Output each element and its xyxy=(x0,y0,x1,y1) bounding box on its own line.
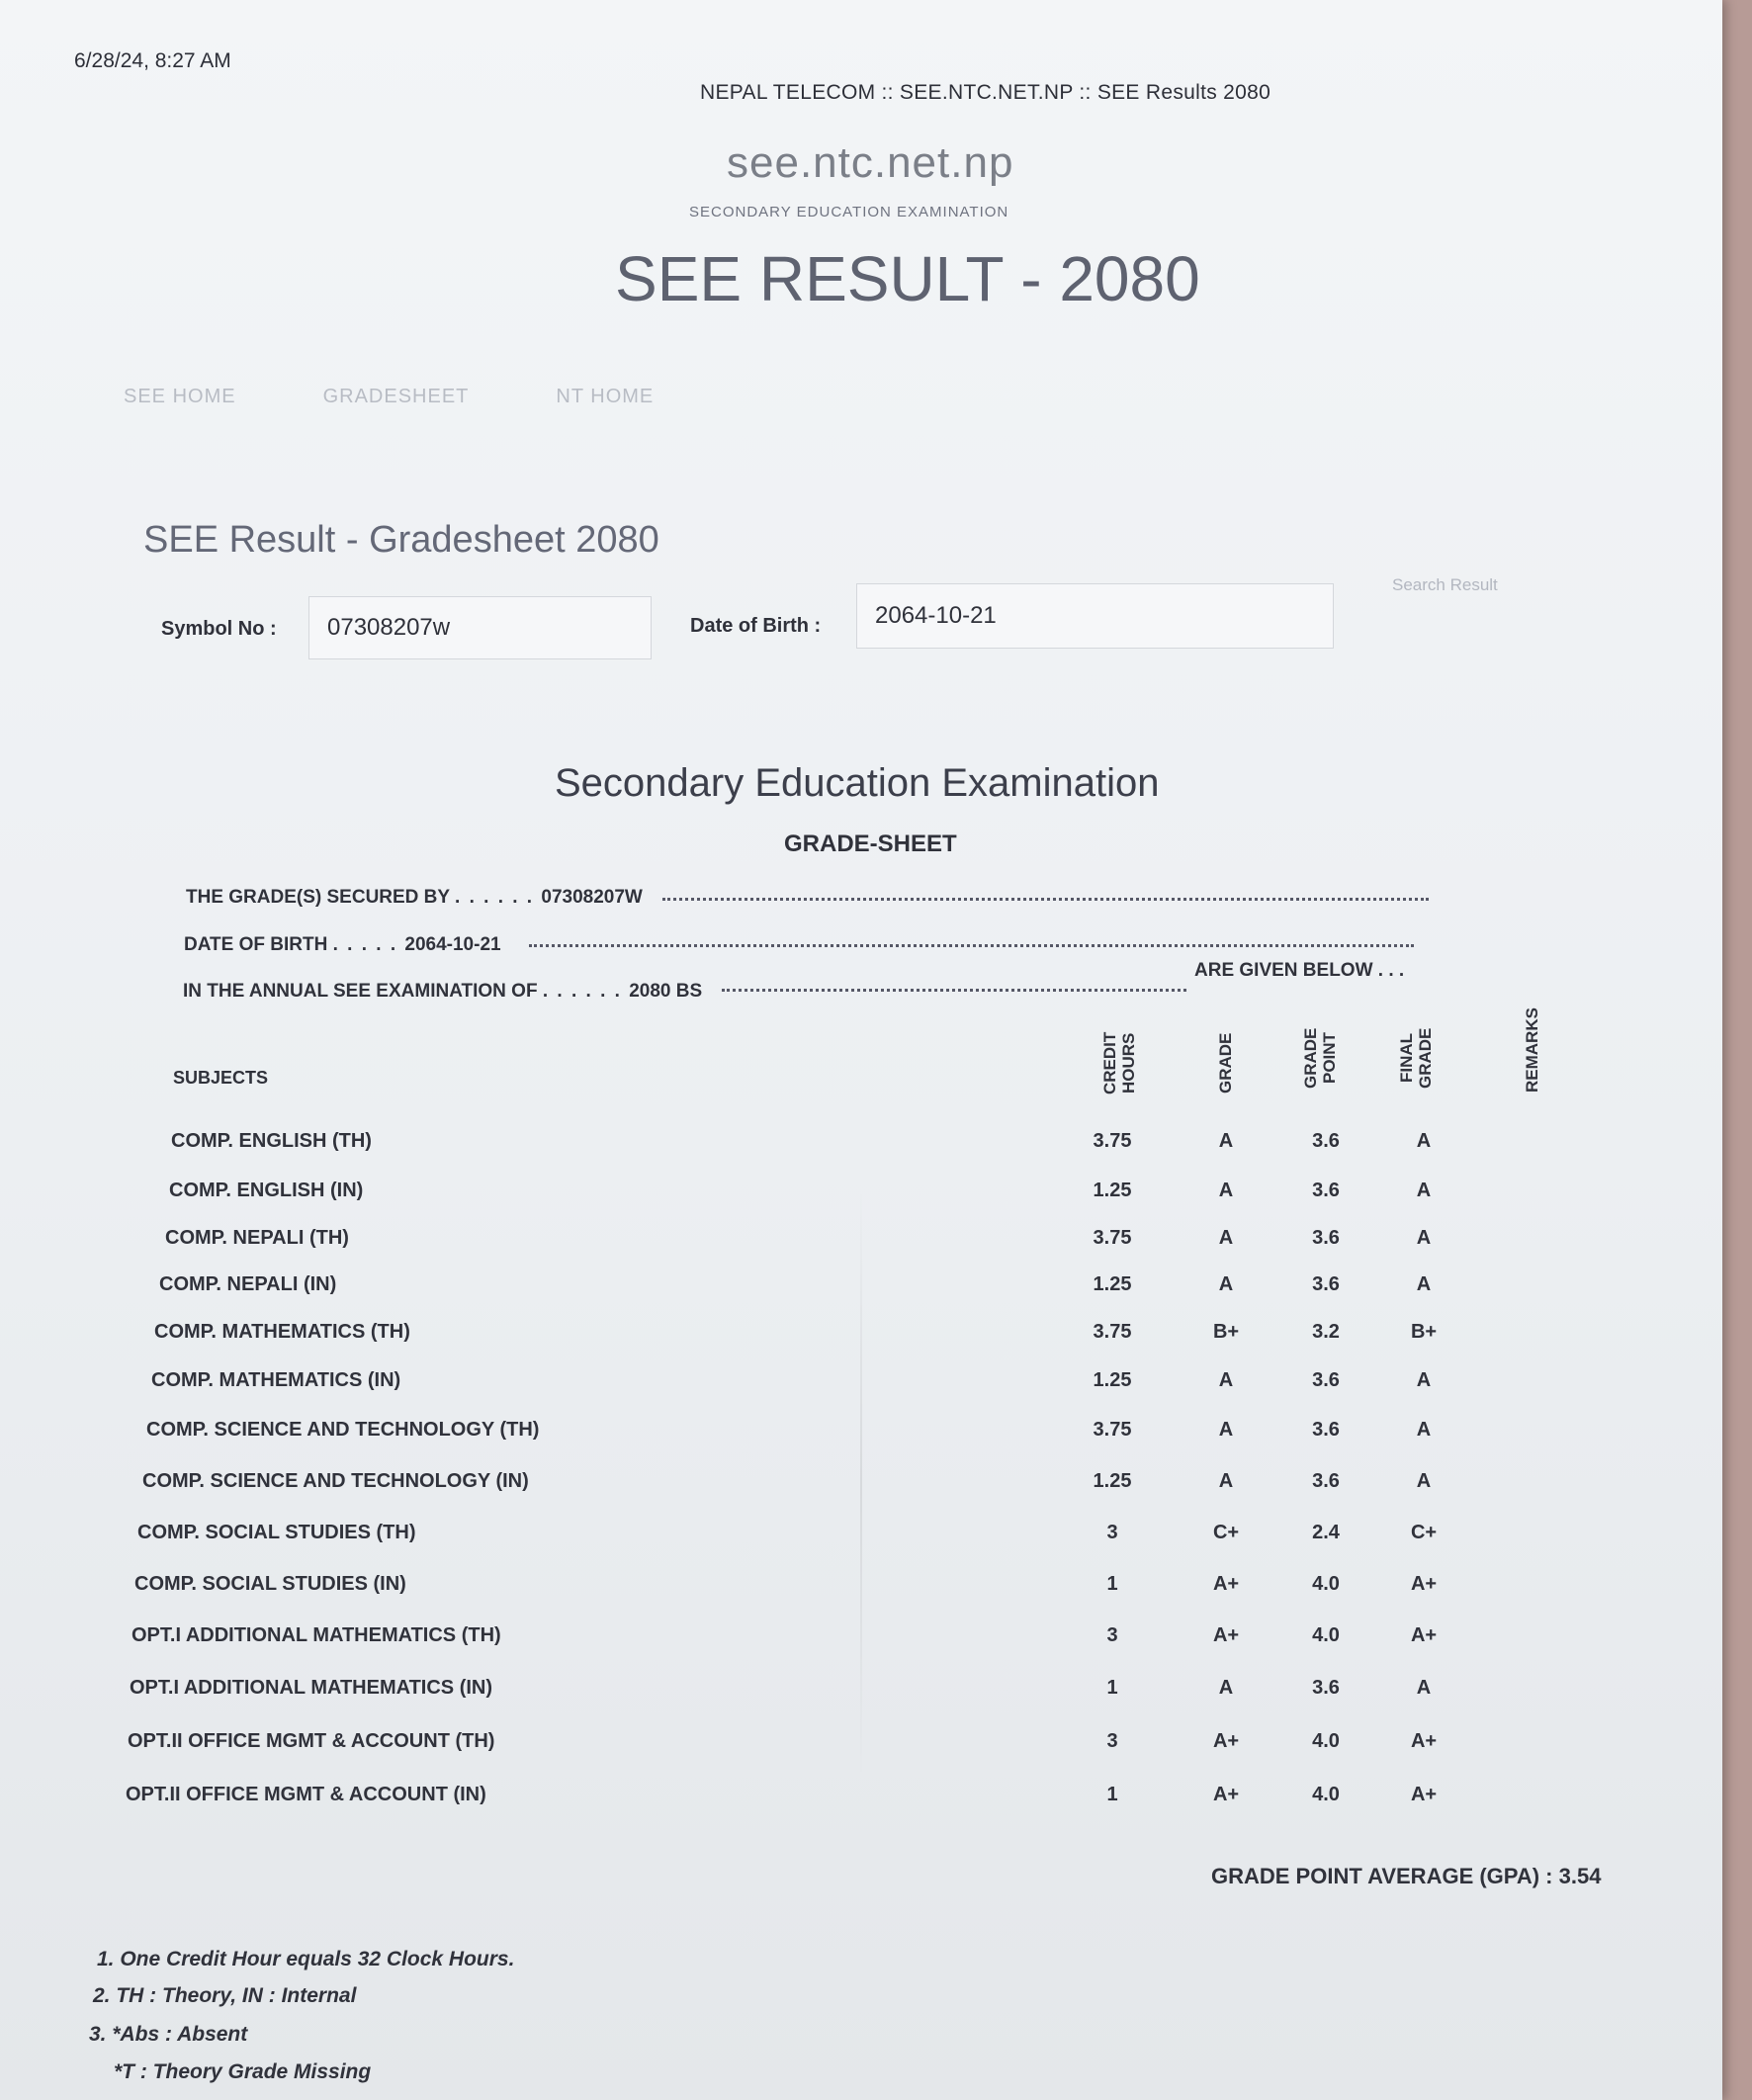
nav-nt-home[interactable]: NT HOME xyxy=(556,386,655,407)
grade-point-cell: 3.6 xyxy=(1312,1273,1340,1295)
credit-cell: 3 xyxy=(1106,1624,1118,1646)
final-grade-cell: A xyxy=(1416,1470,1432,1492)
grade-point-cell: 4.0 xyxy=(1312,1730,1340,1752)
credit-cell: 3.75 xyxy=(1093,1227,1132,1249)
dob-line: DATE OF BIRTH . . . . . 2064-10-21 xyxy=(184,934,501,955)
grade-cell: C+ xyxy=(1212,1522,1240,1543)
table-row xyxy=(0,1730,1722,1770)
footnote: 3. *Abs : Absent xyxy=(89,2023,248,2046)
subject-cell: COMP. NEPALI (IN) xyxy=(159,1273,337,1295)
gradesheet-title: GRADE-SHEET xyxy=(784,831,957,857)
final-grade-cell: A+ xyxy=(1410,1730,1438,1752)
final-grade-cell: A xyxy=(1416,1369,1432,1391)
table-row xyxy=(0,1273,1722,1313)
symbol-no-field[interactable] xyxy=(308,596,652,659)
secured-by-label: THE GRADE(S) SECURED BY xyxy=(186,887,450,908)
grade-point-cell: 4.0 xyxy=(1312,1784,1340,1805)
page-heading: SEE RESULT - 2080 xyxy=(615,243,1200,314)
gpa-line xyxy=(1211,1864,1601,1889)
print-page-title: NEPAL TELECOM :: SEE.NTC.NET.NP :: SEE Results 2080 xyxy=(700,81,1271,104)
exam-line: IN THE ANNUAL SEE EXAMINATION OF . . . . . . 2080 BS xyxy=(183,981,703,1002)
subject-cell: COMP. SCIENCE AND TECHNOLOGY (IN) xyxy=(142,1470,529,1492)
credit-cell: 1 xyxy=(1106,1573,1118,1595)
final-grade-cell: A xyxy=(1416,1419,1432,1441)
grade-cell: A+ xyxy=(1212,1624,1240,1646)
grade-point-cell: 2.4 xyxy=(1312,1522,1340,1543)
final-grade-cell: A xyxy=(1416,1273,1432,1295)
gpa-label: GRADE POINT AVERAGE (GPA) : xyxy=(1211,1864,1553,1888)
symbol-no-label: Symbol No : xyxy=(161,618,277,640)
dotted-leader xyxy=(722,989,1186,992)
subject-cell: COMP. NEPALI (TH) xyxy=(165,1227,349,1249)
subject-cell: OPT.I ADDITIONAL MATHEMATICS (TH) xyxy=(131,1624,501,1646)
site-logo[interactable]: see.ntc.net.np xyxy=(727,138,1014,187)
nav-gradesheet[interactable]: GRADESHEET xyxy=(322,386,470,407)
subject-cell: OPT.II OFFICE MGMT & ACCOUNT (IN) xyxy=(126,1784,486,1805)
table-row xyxy=(0,1130,1722,1170)
grade-point-cell: 4.0 xyxy=(1312,1624,1340,1646)
grade-cell: A xyxy=(1218,1130,1234,1152)
subject-cell: COMP. ENGLISH (TH) xyxy=(171,1130,372,1152)
table-row xyxy=(0,1419,1722,1458)
footnote: 2. TH : Theory, IN : Internal xyxy=(93,1984,357,2007)
credit-cell: 1 xyxy=(1106,1677,1118,1699)
table-row xyxy=(0,1573,1722,1613)
main-nav xyxy=(124,386,654,408)
gpa-value: 3.54 xyxy=(1558,1864,1602,1888)
remarks-header: REMARKS xyxy=(1523,1007,1541,1094)
secured-by-line: THE GRADE(S) SECURED BY . . . . . . 07308207W xyxy=(186,887,643,908)
table-row xyxy=(0,1470,1722,1510)
exam-label: IN THE ANNUAL SEE EXAMINATION OF xyxy=(183,981,538,1002)
final-grade-cell: A xyxy=(1416,1180,1432,1201)
grade-cell: A+ xyxy=(1212,1573,1240,1595)
table-row xyxy=(0,1784,1722,1823)
grade-cell: B+ xyxy=(1212,1321,1240,1343)
subject-cell: COMP. SOCIAL STUDIES (IN) xyxy=(134,1573,406,1595)
table-row xyxy=(0,1180,1722,1219)
dob-value: 2064-10-21 xyxy=(875,602,997,629)
search-result-button[interactable]: Search Result xyxy=(1392,575,1498,594)
credit-cell: 1 xyxy=(1106,1784,1118,1805)
grade-point-cell: 3.6 xyxy=(1312,1419,1340,1441)
table-row xyxy=(0,1227,1722,1267)
dob-label: Date of Birth : xyxy=(690,615,822,637)
table-row xyxy=(0,1369,1722,1409)
credit-cell: 3.75 xyxy=(1093,1130,1132,1152)
grade-point-cell: 3.6 xyxy=(1312,1180,1340,1201)
exam-value: 2080 BS xyxy=(629,981,703,1002)
footnote: *T : Theory Grade Missing xyxy=(114,2060,372,2083)
grade-point-cell: 3.6 xyxy=(1312,1470,1340,1492)
grade-point-cell: 4.0 xyxy=(1312,1573,1340,1595)
nav-see-home[interactable]: SEE HOME xyxy=(124,386,236,407)
subject-cell: COMP. SCIENCE AND TECHNOLOGY (TH) xyxy=(146,1419,540,1441)
symbol-no-value: 07308207w xyxy=(327,614,451,641)
grade-point-cell: 3.6 xyxy=(1312,1369,1340,1391)
grade-point-cell: 3.6 xyxy=(1312,1227,1340,1249)
grade-cell: A xyxy=(1218,1180,1234,1201)
subject-cell: COMP. MATHEMATICS (TH) xyxy=(154,1321,410,1343)
dob-field[interactable] xyxy=(856,583,1334,649)
final-grade-header: FINAL GRADE xyxy=(1397,1027,1435,1089)
grade-point-header: GRADE POINT xyxy=(1301,1027,1339,1089)
final-grade-cell: A xyxy=(1416,1130,1432,1152)
given-below-text: ARE GIVEN BELOW . . . xyxy=(1194,960,1405,981)
dotted-leader xyxy=(529,944,1414,947)
grade-cell: A xyxy=(1218,1677,1234,1699)
subject-cell: OPT.I ADDITIONAL MATHEMATICS (IN) xyxy=(130,1677,493,1699)
grade-point-cell: 3.2 xyxy=(1312,1321,1340,1343)
exam-title: Secondary Education Examination xyxy=(555,761,1160,805)
table-row xyxy=(0,1522,1722,1561)
credit-cell: 1.25 xyxy=(1093,1180,1132,1201)
grade-cell: A+ xyxy=(1212,1784,1240,1805)
footnote: 1. One Credit Hour equals 32 Clock Hours. xyxy=(97,1948,515,1970)
dotted-leader xyxy=(662,898,1429,901)
print-datetime: 6/28/24, 8:27 AM xyxy=(74,49,231,72)
grade-cell: A xyxy=(1218,1470,1234,1492)
gradesheet-dob-label: DATE OF BIRTH xyxy=(184,934,328,955)
gradesheet-dob-value: 2064-10-21 xyxy=(404,934,501,955)
site-logo-subtitle: SECONDARY EDUCATION EXAMINATION xyxy=(689,204,1009,220)
final-grade-cell: A+ xyxy=(1410,1784,1438,1805)
credit-cell: 3 xyxy=(1106,1730,1118,1752)
grade-cell: A xyxy=(1218,1419,1234,1441)
credit-cell: 1.25 xyxy=(1093,1470,1132,1492)
subjects-header: SUBJECTS xyxy=(173,1068,269,1088)
table-row xyxy=(0,1624,1722,1664)
subject-cell: COMP. SOCIAL STUDIES (TH) xyxy=(137,1522,416,1543)
subject-cell: COMP. MATHEMATICS (IN) xyxy=(151,1369,401,1391)
grade-cell: A xyxy=(1218,1369,1234,1391)
grade-cell: A xyxy=(1218,1273,1234,1295)
table-row xyxy=(0,1677,1722,1716)
credit-cell: 3.75 xyxy=(1093,1321,1132,1343)
final-grade-cell: A xyxy=(1416,1677,1432,1699)
final-grade-cell: B+ xyxy=(1410,1321,1438,1343)
secured-by-value: 07308207W xyxy=(541,887,643,908)
grade-header: GRADE xyxy=(1216,1032,1235,1094)
final-grade-cell: C+ xyxy=(1410,1522,1438,1543)
credit-hours-header: CREDIT HOURS xyxy=(1100,1031,1138,1094)
subject-cell: COMP. ENGLISH (IN) xyxy=(169,1180,364,1201)
grade-point-cell: 3.6 xyxy=(1312,1130,1340,1152)
final-grade-cell: A+ xyxy=(1410,1573,1438,1595)
table-row xyxy=(0,1321,1722,1360)
credit-cell: 1.25 xyxy=(1093,1273,1132,1295)
credit-cell: 3.75 xyxy=(1093,1419,1132,1441)
credit-cell: 3 xyxy=(1106,1522,1118,1543)
grade-cell: A+ xyxy=(1212,1730,1240,1752)
final-grade-cell: A+ xyxy=(1410,1624,1438,1646)
subject-cell: OPT.II OFFICE MGMT & ACCOUNT (TH) xyxy=(128,1730,495,1752)
gradesheet-form-title: SEE Result - Gradesheet 2080 xyxy=(143,519,659,561)
credit-cell: 1.25 xyxy=(1093,1369,1132,1391)
final-grade-cell: A xyxy=(1416,1227,1432,1249)
grade-point-cell: 3.6 xyxy=(1312,1677,1340,1699)
grade-cell: A xyxy=(1218,1227,1234,1249)
